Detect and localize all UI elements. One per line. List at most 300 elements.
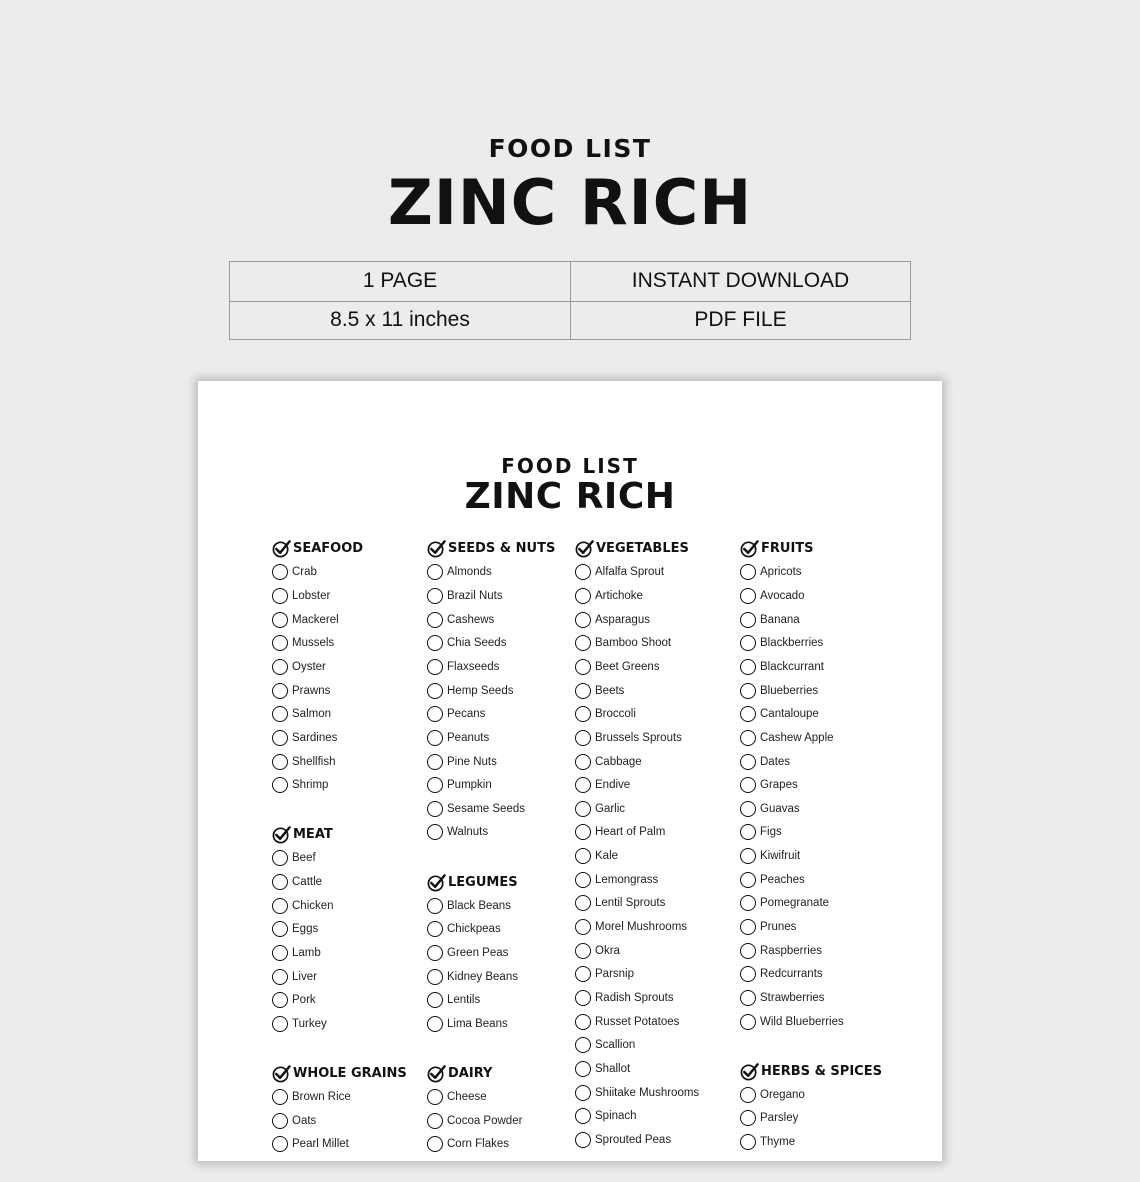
checkbox-circle-icon xyxy=(575,754,591,770)
checkbox-circle-icon xyxy=(740,1014,756,1030)
checkbox-circle-icon xyxy=(427,564,443,580)
checkbox-circle-icon xyxy=(272,635,288,651)
checkmark-icon xyxy=(427,1064,448,1083)
checkbox-circle-icon xyxy=(740,564,756,580)
food-item xyxy=(427,750,555,774)
food-item-label: Wild Blueberries xyxy=(760,1015,844,1028)
food-item xyxy=(427,1085,555,1109)
checkbox-circle-icon xyxy=(740,1110,756,1126)
checkbox-circle-icon xyxy=(575,1061,591,1077)
checkbox-circle-icon xyxy=(740,612,756,628)
food-item-label: Beets xyxy=(595,684,625,697)
food-item-label: Cantaloupe xyxy=(760,708,819,721)
food-item xyxy=(272,870,407,894)
checkbox-circle-icon xyxy=(575,612,591,628)
checkbox-circle-icon xyxy=(427,801,443,817)
food-item xyxy=(740,655,882,679)
info-pages: 1 PAGE xyxy=(362,269,438,293)
food-item xyxy=(272,918,407,942)
food-item xyxy=(272,988,407,1012)
checkbox-circle-icon xyxy=(427,612,443,628)
checkbox-circle-icon xyxy=(740,706,756,722)
food-item-label: Shrimp xyxy=(292,779,329,792)
food-item-label: Cattle xyxy=(292,876,323,889)
checkbox-circle-icon xyxy=(575,966,591,982)
checkbox-circle-icon xyxy=(272,588,288,604)
checkbox-circle-icon xyxy=(272,850,288,866)
checkbox-circle-icon xyxy=(740,777,756,793)
header-subtitle: FOOD LIST xyxy=(488,134,652,163)
food-item xyxy=(740,892,882,916)
food-item-label: Blackcurrant xyxy=(760,660,824,673)
food-item xyxy=(575,844,699,868)
food-item-label: Crab xyxy=(292,566,317,579)
food-item-label: Sardines xyxy=(292,731,338,744)
food-section xyxy=(740,537,882,1033)
food-item-label: Lobster xyxy=(292,590,331,603)
food-item xyxy=(575,986,699,1010)
food-item-label: Strawberries xyxy=(760,991,825,1004)
header-title: ZINC RICH xyxy=(387,166,753,239)
food-item xyxy=(427,655,555,679)
checkbox-circle-icon xyxy=(740,966,756,982)
checkmark-icon xyxy=(272,1064,293,1083)
food-item xyxy=(575,1057,699,1081)
food-item-label: Dates xyxy=(760,755,791,768)
food-item-label: Grapes xyxy=(760,779,798,792)
food-item-label: Chicken xyxy=(292,899,334,912)
food-section xyxy=(575,537,699,1152)
food-item-label: Cocoa Powder xyxy=(447,1114,523,1127)
checkbox-circle-icon xyxy=(575,1085,591,1101)
food-item-label: Banana xyxy=(760,613,800,626)
food-item-label: Thyme xyxy=(760,1136,796,1149)
food-item xyxy=(575,584,699,608)
food-item xyxy=(575,797,699,821)
food-item-label: Redcurrants xyxy=(760,968,823,981)
food-item xyxy=(427,584,555,608)
checkbox-circle-icon xyxy=(427,1016,443,1032)
food-item-label: Scallion xyxy=(595,1039,636,1052)
food-item-label: Salmon xyxy=(292,708,331,721)
food-item-label: Lima Beans xyxy=(447,1017,508,1030)
food-item xyxy=(575,821,699,845)
food-item xyxy=(575,561,699,585)
section-heading xyxy=(272,1062,407,1086)
checkbox-circle-icon xyxy=(272,992,288,1008)
food-item-label: Shallot xyxy=(595,1062,631,1075)
section-heading xyxy=(427,1062,555,1086)
food-item xyxy=(740,726,882,750)
section-title: WHOLE GRAINS xyxy=(293,1066,407,1082)
food-item-label: Endive xyxy=(595,779,631,792)
checkmark-icon xyxy=(427,539,448,558)
checkbox-circle-icon xyxy=(575,1132,591,1148)
section-title: MEAT xyxy=(293,827,333,843)
food-item xyxy=(272,561,407,585)
checkmark-icon xyxy=(427,873,448,892)
food-item-label: Parsnip xyxy=(595,968,634,981)
checkbox-circle-icon xyxy=(575,1014,591,1030)
food-item xyxy=(427,1109,555,1133)
food-item xyxy=(427,702,555,726)
checkbox-circle-icon xyxy=(427,1089,443,1105)
food-item xyxy=(575,750,699,774)
food-item-label: Walnuts xyxy=(447,826,489,839)
section-heading xyxy=(740,1059,882,1083)
checkbox-circle-icon xyxy=(272,706,288,722)
checkbox-circle-icon xyxy=(272,612,288,628)
food-item-label: Shellfish xyxy=(292,755,336,768)
food-section xyxy=(427,1062,555,1157)
food-item xyxy=(272,632,407,656)
food-item xyxy=(427,1012,555,1036)
food-item xyxy=(575,702,699,726)
food-item xyxy=(272,941,407,965)
food-item xyxy=(272,702,407,726)
section-title: LEGUMES xyxy=(448,874,518,890)
food-item xyxy=(740,868,882,892)
checkbox-circle-icon xyxy=(272,921,288,937)
food-item xyxy=(575,1033,699,1057)
checkbox-circle-icon xyxy=(740,1134,756,1150)
food-item-label: Beet Greens xyxy=(595,660,660,673)
food-item xyxy=(427,632,555,656)
food-item-label: Pine Nuts xyxy=(447,755,497,768)
food-item xyxy=(427,726,555,750)
checkbox-circle-icon xyxy=(575,588,591,604)
checkbox-circle-icon xyxy=(427,969,443,985)
checkbox-circle-icon xyxy=(272,898,288,914)
food-item-label: Black Beans xyxy=(447,899,511,912)
checkbox-circle-icon xyxy=(740,872,756,888)
food-section xyxy=(427,537,555,844)
section-title: SEAFOOD xyxy=(293,541,364,557)
food-item-label: Russet Potatoes xyxy=(595,1015,680,1028)
food-item-label: Almonds xyxy=(447,566,492,579)
section-heading xyxy=(740,537,882,561)
food-item-label: Oats xyxy=(292,1114,317,1127)
food-item-label: Pumpkin xyxy=(447,779,492,792)
food-item xyxy=(272,965,407,989)
checkmark-icon xyxy=(740,1062,761,1081)
checkbox-circle-icon xyxy=(740,588,756,604)
food-item xyxy=(740,915,882,939)
food-item-label: Mackerel xyxy=(292,613,339,626)
food-item xyxy=(272,750,407,774)
checkbox-circle-icon xyxy=(272,874,288,890)
checkbox-circle-icon xyxy=(427,659,443,675)
food-item xyxy=(575,1104,699,1128)
food-item-label: Brown Rice xyxy=(292,1091,351,1104)
checkbox-circle-icon xyxy=(740,730,756,746)
food-item xyxy=(427,988,555,1012)
checkbox-circle-icon xyxy=(427,706,443,722)
checkbox-circle-icon xyxy=(575,872,591,888)
food-item-label: Asparagus xyxy=(595,613,650,626)
food-item-label: Artichoke xyxy=(595,590,643,603)
food-item-label: Garlic xyxy=(595,802,626,815)
section-title: DAIRY xyxy=(448,1066,493,1082)
food-item-label: Avocado xyxy=(760,590,805,603)
checkbox-circle-icon xyxy=(427,992,443,1008)
food-section xyxy=(740,1059,882,1154)
food-item xyxy=(575,655,699,679)
food-item-label: Kiwifruit xyxy=(760,850,801,863)
food-item-label: Pomegranate xyxy=(760,897,830,910)
food-item xyxy=(427,821,555,845)
food-item xyxy=(272,894,407,918)
food-column xyxy=(740,537,882,1180)
food-section xyxy=(272,537,407,797)
food-item xyxy=(740,632,882,656)
food-item-label: Figs xyxy=(760,826,782,839)
checkbox-circle-icon xyxy=(427,777,443,793)
food-item xyxy=(575,868,699,892)
food-item-label: Prawns xyxy=(292,684,331,697)
checkbox-circle-icon xyxy=(575,824,591,840)
checkbox-circle-icon xyxy=(740,895,756,911)
food-item xyxy=(575,608,699,632)
checkbox-circle-icon xyxy=(740,1087,756,1103)
food-item xyxy=(575,1010,699,1034)
food-item-label: Oregano xyxy=(760,1088,805,1101)
checkbox-circle-icon xyxy=(740,659,756,675)
food-item-label: Hemp Seeds xyxy=(447,684,514,697)
food-item-label: Pecans xyxy=(447,708,486,721)
food-item-label: Cashews xyxy=(447,613,495,626)
product-info-table xyxy=(229,261,911,340)
food-item-label: Turkey xyxy=(292,1017,327,1030)
food-item-label: Corn Flakes xyxy=(447,1138,509,1151)
food-item xyxy=(272,1109,407,1133)
food-item-label: Radish Sprouts xyxy=(595,991,674,1004)
info-delivery: INSTANT DOWNLOAD xyxy=(570,262,910,301)
food-item xyxy=(427,773,555,797)
food-item-label: Morel Mushrooms xyxy=(595,921,688,934)
food-item-label: Kidney Beans xyxy=(447,970,518,983)
food-item-label: Blueberries xyxy=(760,684,819,697)
checkbox-circle-icon xyxy=(740,943,756,959)
food-item xyxy=(575,939,699,963)
food-item-label: Lentils xyxy=(447,994,481,1007)
food-item-label: Kale xyxy=(595,850,619,863)
food-item-label: Pearl Millet xyxy=(292,1138,349,1151)
checkbox-circle-icon xyxy=(427,1136,443,1152)
food-item xyxy=(575,632,699,656)
checkbox-circle-icon xyxy=(740,824,756,840)
food-item-label: Bamboo Shoot xyxy=(595,637,672,650)
food-item xyxy=(740,1130,882,1154)
food-item xyxy=(272,847,407,871)
checkbox-circle-icon xyxy=(740,635,756,651)
checkmark-icon xyxy=(272,539,293,558)
checkbox-circle-icon xyxy=(427,945,443,961)
food-item xyxy=(272,773,407,797)
checkbox-circle-icon xyxy=(272,945,288,961)
food-item-label: Heart of Palm xyxy=(595,826,666,839)
section-title: FRUITS xyxy=(761,541,814,557)
food-item-label: Peaches xyxy=(760,873,805,886)
checkbox-circle-icon xyxy=(575,635,591,651)
info-format: PDF FILE xyxy=(570,301,910,340)
info-size: 8.5 x 11 inches xyxy=(230,301,570,340)
food-item-label: Broccoli xyxy=(595,708,636,721)
food-item-label: Prunes xyxy=(760,921,797,934)
food-item xyxy=(740,1107,882,1131)
food-item-label: Lemongrass xyxy=(595,873,659,886)
checkbox-circle-icon xyxy=(575,848,591,864)
food-item-label: Parsley xyxy=(760,1112,799,1125)
food-item-label: Mussels xyxy=(292,637,335,650)
checkbox-circle-icon xyxy=(575,1037,591,1053)
food-item xyxy=(272,679,407,703)
food-item-label: Sesame Seeds xyxy=(447,802,525,815)
checkbox-circle-icon xyxy=(272,969,288,985)
checkmark-icon xyxy=(575,539,596,558)
document-subtitle: FOOD LIST xyxy=(501,454,639,478)
checkbox-circle-icon xyxy=(740,848,756,864)
food-item xyxy=(575,962,699,986)
checkbox-circle-icon xyxy=(272,564,288,580)
food-item xyxy=(740,821,882,845)
checkbox-circle-icon xyxy=(272,754,288,770)
food-item-label: Shiitake Mushrooms xyxy=(595,1086,700,1099)
food-item xyxy=(272,584,407,608)
checkbox-circle-icon xyxy=(575,895,591,911)
food-item-label: Okra xyxy=(595,944,620,957)
food-item xyxy=(740,1083,882,1107)
section-heading xyxy=(575,537,699,561)
food-item xyxy=(575,1128,699,1152)
food-column xyxy=(575,537,699,1178)
food-item-label: Liver xyxy=(292,970,317,983)
food-item-label: Alfalfa Sprout xyxy=(595,566,665,579)
checkbox-circle-icon xyxy=(575,801,591,817)
section-title: HERBS & SPICES xyxy=(761,1063,882,1079)
food-item xyxy=(272,1012,407,1036)
checkbox-circle-icon xyxy=(575,777,591,793)
checkbox-circle-icon xyxy=(575,919,591,935)
section-title: VEGETABLES xyxy=(596,541,689,557)
food-item xyxy=(740,608,882,632)
food-item-label: Cabbage xyxy=(595,755,642,768)
food-item xyxy=(427,1133,555,1157)
checkbox-circle-icon xyxy=(575,683,591,699)
food-item xyxy=(740,750,882,774)
checkbox-circle-icon xyxy=(740,683,756,699)
food-item-label: Brazil Nuts xyxy=(447,590,503,603)
checkbox-circle-icon xyxy=(272,683,288,699)
food-item-label: Flaxseeds xyxy=(447,660,500,673)
food-item-label: Raspberries xyxy=(760,944,822,957)
section-title: SEEDS & NUTS xyxy=(448,541,556,557)
food-item-label: Guavas xyxy=(760,802,800,815)
food-section xyxy=(427,870,555,1035)
food-item-label: Brussels Sprouts xyxy=(595,731,682,744)
document-title: ZINC RICH xyxy=(464,476,676,517)
food-item xyxy=(272,608,407,632)
food-item-label: Blackberries xyxy=(760,637,824,650)
section-heading xyxy=(427,870,555,894)
food-item-label: Spinach xyxy=(595,1110,637,1123)
food-item-label: Lentil Sprouts xyxy=(595,897,666,910)
food-item-label: Beef xyxy=(292,852,316,865)
checkbox-circle-icon xyxy=(427,1113,443,1129)
food-item xyxy=(427,941,555,965)
checkbox-circle-icon xyxy=(740,990,756,1006)
food-item-label: Lamb xyxy=(292,946,321,959)
food-item-label: Chickpeas xyxy=(447,923,501,936)
food-item-label: Cashew Apple xyxy=(760,731,834,744)
food-item xyxy=(740,679,882,703)
checkbox-circle-icon xyxy=(575,730,591,746)
food-item xyxy=(272,1133,407,1157)
checkbox-circle-icon xyxy=(427,754,443,770)
checkbox-circle-icon xyxy=(272,1136,288,1152)
food-item xyxy=(575,726,699,750)
food-item-label: Cheese xyxy=(447,1091,487,1104)
checkbox-circle-icon xyxy=(575,990,591,1006)
checkbox-circle-icon xyxy=(272,1113,288,1129)
food-item xyxy=(575,679,699,703)
food-item xyxy=(427,918,555,942)
section-heading xyxy=(272,537,407,561)
food-item xyxy=(575,915,699,939)
checkbox-circle-icon xyxy=(272,659,288,675)
food-item-label: Peanuts xyxy=(447,731,490,744)
food-item xyxy=(427,797,555,821)
food-section xyxy=(272,823,407,1036)
food-item xyxy=(427,679,555,703)
food-item-label: Green Peas xyxy=(447,946,509,959)
food-item xyxy=(427,965,555,989)
checkmark-icon xyxy=(272,825,293,844)
checkbox-circle-icon xyxy=(427,635,443,651)
food-section xyxy=(272,1062,407,1157)
food-item xyxy=(272,1085,407,1109)
food-item xyxy=(740,962,882,986)
checkbox-circle-icon xyxy=(740,754,756,770)
checkbox-circle-icon xyxy=(740,801,756,817)
food-item xyxy=(740,702,882,726)
food-item xyxy=(272,655,407,679)
checkbox-circle-icon xyxy=(575,564,591,580)
food-item xyxy=(740,939,882,963)
section-heading xyxy=(272,823,407,847)
food-item xyxy=(427,561,555,585)
food-item xyxy=(575,1081,699,1105)
checkbox-circle-icon xyxy=(427,898,443,914)
food-item xyxy=(740,986,882,1010)
food-item-label: Sprouted Peas xyxy=(595,1133,672,1146)
food-item-label: Eggs xyxy=(292,923,319,936)
food-item xyxy=(740,561,882,585)
checkbox-circle-icon xyxy=(575,659,591,675)
food-item-label: Pork xyxy=(292,994,316,1007)
food-column xyxy=(272,537,407,1182)
food-item xyxy=(427,894,555,918)
food-column xyxy=(427,537,555,1182)
food-item-label: Oyster xyxy=(292,660,326,673)
food-item xyxy=(740,1010,882,1034)
food-item-label: Chia Seeds xyxy=(447,637,507,650)
food-item xyxy=(740,844,882,868)
checkbox-circle-icon xyxy=(272,730,288,746)
food-item xyxy=(575,773,699,797)
document-preview xyxy=(198,381,942,1161)
section-heading xyxy=(427,537,555,561)
